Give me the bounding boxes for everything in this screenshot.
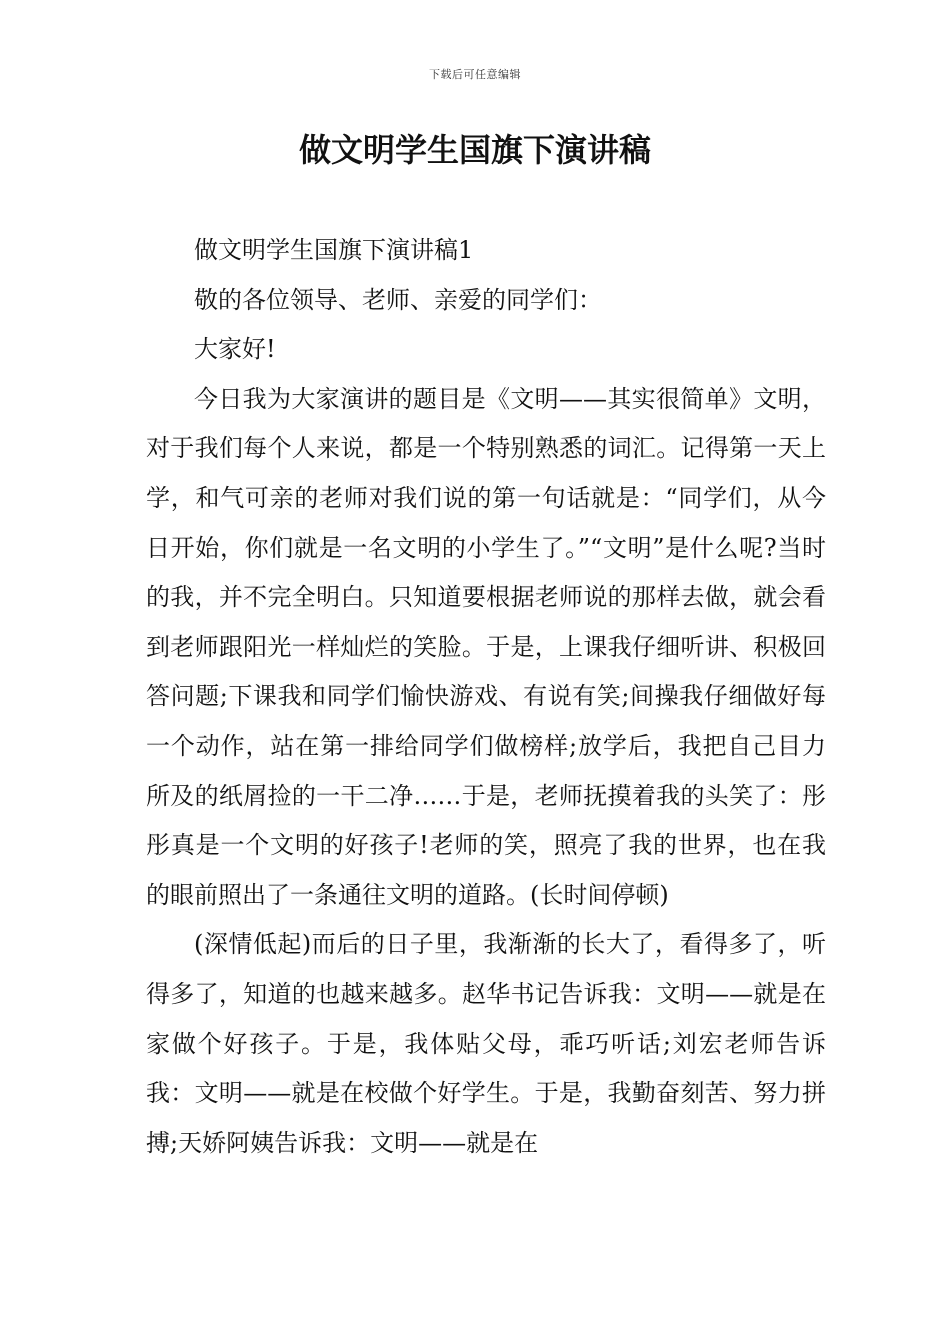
speech-heading: 做文明学生国旗下演讲稿1 [194,236,474,264]
greeting: 大家好! [194,335,276,364]
salutation: 敬的各位领导、老师、亲爱的同学们： [194,285,602,314]
body-paragraph: (深情低起)而后的日子里，我渐渐的长大了，看得多了，听得多了，知道的也越来越多。赵华书记告诉我：文明——就是在家做个好孩子。于是，我体贴父母，乖巧听话;刘宏老师告诉我：文明——就是在校做个好学生。于是，我勤奋刻苦、努力拼搏;天娇阿姨告诉我：文明——就是在 [146,930,826,1157]
header-note: 下载后可任意编辑 [429,68,521,81]
document-body [146,226,826,1168]
document-title: 做文明学生国旗下演讲稿 [298,131,651,169]
body-paragraph: 今日我为大家演讲的题目是《文明——其实很简单》文明，对于我们每个人来说，都是一个特别熟悉的词汇。记得第一天上学，和气可亲的老师对我们说的第一句话就是：“同学们，从今日开始，你们就是一名文明的小学生了。”“文明”是什么呢?当时的我，并不完全明白。只知道要根据老师说的那样去做，就会看到老师跟阳光一样灿烂的笑脸。于是，上课我仔细听讲、积极回答问题;下课我和同学们愉快游戏、有说有笑;间操我仔细做好每一个动作，站在第一排给同学们做榜样;放学后，我把自己目力所及的纸屑捡的一干二净……于是，老师抚摸着我的头笑了：彤彤真是一个文明的好孩子!老师的笑，照亮了我的世界，也在我的眼前照出了一条通往文明的道路。(长时间停顿) [146,384,826,909]
